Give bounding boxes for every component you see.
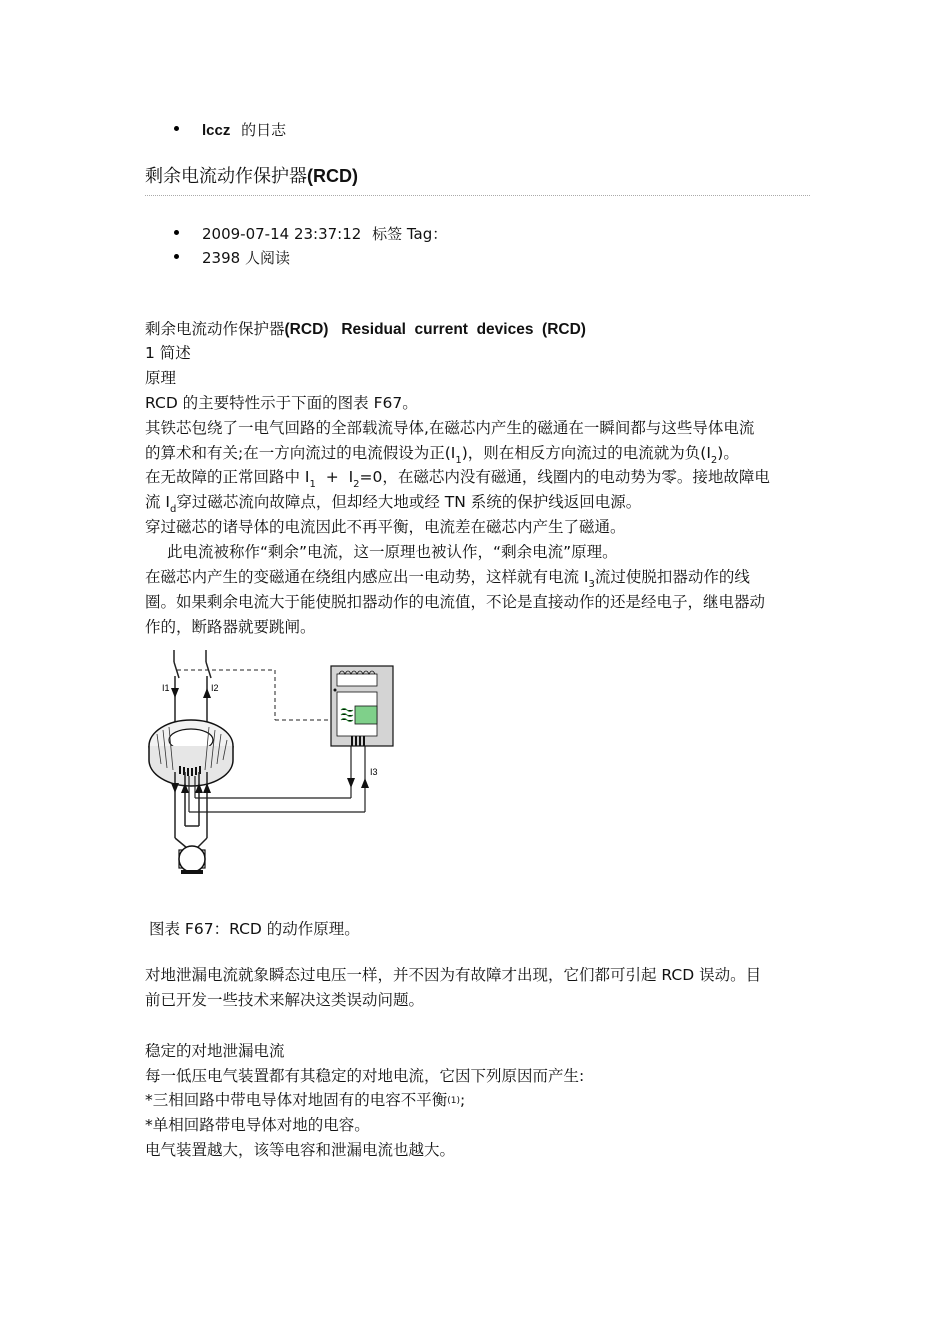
toroid-core — [149, 720, 233, 786]
rcd-diagram — [145, 648, 405, 878]
paragraph-6-line-1: 在磁芯内产生的变磁通在绕组内感应出一电动势，这样就有电流 $I_3$流过使脱扣器动作的线 — [145, 568, 750, 590]
paragraph-3-line-1: 在无故障的正常回路中 $I_1 + I_2=0$，在磁芯内没有磁通，线圈内的电动势为零。接地故障电 — [145, 468, 770, 490]
list-item-1: *三相回路中带电导体对地固有的电容不平衡(1); — [145, 1091, 466, 1109]
paragraph-2-line-2: 的算术和有关;在一方向流过的电流假设为正$(I_1)$，则在相反方向流过的电流就为负$(I_2)$。 — [145, 444, 739, 466]
bullet-icon — [174, 126, 179, 131]
log-suffix: 的日志 — [241, 121, 287, 139]
list-item-2: *单相回路带电导体对地的电容。 — [145, 1116, 370, 1134]
section-2-heading: 稳定的对地泄漏电流 — [145, 1042, 285, 1060]
section-1-heading: 1 简述 — [145, 344, 191, 362]
motor-icon — [179, 846, 205, 874]
figure-caption: 图表 F67：RCD 的动作原理。 — [149, 920, 360, 938]
rcd-principle-figure — [145, 648, 405, 882]
paragraph-7-line-1: 对地泄漏电流就象瞬态过电压一样，并不因为有故障才出现，它们都可引起 RCD 误动。目 — [145, 966, 762, 984]
paragraph-2-line-1: 其铁芯包绕了一电气回路的全部载流导体,在磁芯内产生的磁通在一瞬间都与这些导体电流 — [145, 419, 755, 437]
paragraph-8: 每一低压电气装置都有其稳定的对地电流，它因下列原因而产生: — [145, 1067, 585, 1085]
bullet-icon — [174, 254, 179, 259]
paragraph-4: 穿过磁芯的诸导体的电流因此不再平衡，电流差在磁芯内产生了磁通。 — [145, 518, 626, 536]
i3-label: I3 — [370, 767, 378, 777]
body-heading: 剩余电流动作保护器(RCD) Residual current devices (RCD) — [145, 320, 586, 338]
i2-label: I2 — [211, 683, 219, 693]
bullet-icon — [174, 230, 179, 235]
paragraph-5: 此电流被称作“剩余”电流，这一原理也被认作，“剩余电流”原理。 — [167, 543, 618, 561]
paragraph-9: 电气装置越大，该等电容和泄漏电流也越大。 — [145, 1141, 456, 1159]
paragraph-6-line-2: 圈。如果剩余电流大于能使脱扣器动作的电流值，不论是直接动作的还是经电子，继电器动 — [145, 593, 766, 611]
paragraph-6-line-3: 作的，断路器就要跳闸。 — [145, 618, 316, 636]
post-datetime: 2009-07-14 23:37:12 — [202, 225, 362, 243]
paragraph-3-line-2: 流 $I_d$穿过磁芯流向故障点，但却经大地或经 TN 系统的保护线返回电源。 — [145, 493, 642, 515]
tag-label: 标签 Tag： — [372, 225, 448, 243]
paragraph-1: RCD 的主要特性示于下面的图表 F67。 — [145, 394, 418, 412]
i1-label: I1 — [162, 683, 170, 693]
trip-relay-icon — [331, 666, 393, 746]
article-title: 剩余电流动作保护器(RCD) — [145, 166, 358, 187]
principle-heading: 原理 — [145, 369, 177, 387]
paragraph-7-line-2: 前已开发一些技术来解决这类误动问题。 — [145, 991, 425, 1009]
title-divider — [145, 195, 810, 196]
read-count: 2398 人阅读 — [202, 249, 290, 267]
author-link[interactable]: lccz — [202, 122, 231, 139]
